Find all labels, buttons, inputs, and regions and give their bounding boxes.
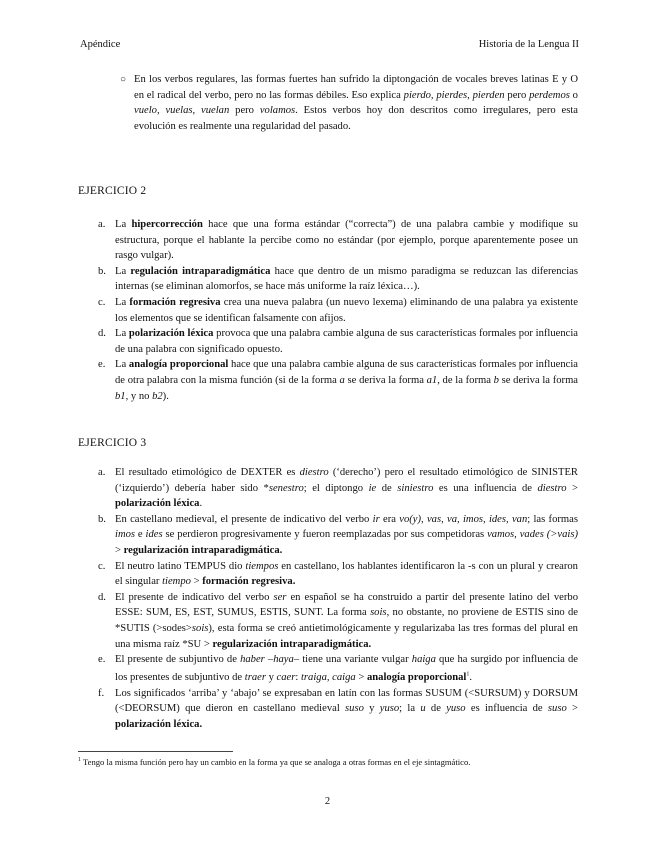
list-item — [78, 357, 578, 404]
footnote-divider — [78, 751, 233, 752]
ejercicio-2-list — [78, 217, 578, 404]
list-item-text: En castellano medieval, el presente de indicativo del verbo ir era vo(y), vas, va, imos, ides, van; las formas imos e ides se perdieron progresivamente y fueron reemplazadas por sus competidoras vamos, vades (>vais) > regularización intraparadigmática. — [115, 513, 579, 556]
list-marker: a. — [98, 467, 106, 478]
ejercicio-3-heading: EJERCICIO 3 — [78, 437, 147, 449]
list-item — [78, 686, 578, 733]
list-marker: d. — [98, 591, 106, 603]
list-item — [78, 264, 578, 295]
list-item-text: El resultado etimológico de DEXTER es diestro (‘derecho’) pero el resultado etimológico de SINISTER (‘izquierdo’) debería haber sido *senestro; el diptongo ie de siniestro es una influencia de diestro > polarización léxica. — [115, 467, 579, 510]
footnote-number: 1 — [78, 757, 81, 764]
list-item-text: La hipercorrección hace que una forma estándar (“correcta”) de una palabra cambie y modifique su estructura, porque el hablante la percibe como no estándar (por ejemplo, porque aparentemente posee un rasgo vulgar). — [115, 219, 579, 262]
list-item — [78, 217, 578, 264]
list-marker: b. — [98, 513, 106, 525]
intro-bullet-paragraph — [120, 72, 578, 134]
list-item — [78, 559, 578, 590]
footnote-text: Tengo la misma función pero hay un cambio en la forma ya que se analoga a otras formas en el eje sintagmático. — [83, 757, 471, 767]
list-item — [78, 326, 578, 357]
list-marker: e. — [98, 359, 106, 371]
ejercicio-2-heading: EJERCICIO 2 — [78, 185, 147, 197]
list-marker: d. — [98, 328, 106, 340]
list-item-text: La analogía proporcional hace que una palabra cambie alguna de sus características formales por influencia de otra palabra con la misma función (si de la forma a se deriva la forma a1, de la forma b se deriva la forma b1, y no b2). — [115, 359, 579, 402]
list-item — [78, 652, 578, 686]
header-left: Apéndice — [80, 39, 121, 50]
list-item-text: El neutro latino TEMPUS dio tiempos en castellano, los hablantes identificaron la -s con un plural y crearon el singular tiempo > formación regresiva. — [115, 560, 578, 588]
list-item — [78, 512, 578, 559]
list-item-text: El presente de indicativo del verbo ser en español se ha construido a partir del presente latino del verbo ESSE: SUM, ES, EST, SUMUS, ESTIS, SUNT. La forma sois, no obstante, no proviene de ESTIS sino de *SUTIS (>sodes>sois), esta forma se creó antietimológicamente y regularizaba las tres formas del plural en una misma raíz *SU > regularización intraparadigmática. — [115, 591, 579, 650]
list-item-text: La polarización léxica provoca que una palabra cambie alguna de sus características formales por influencia de una palabra con significado opuesto. — [115, 328, 578, 355]
list-marker: c. — [98, 560, 106, 572]
intro-text: En los verbos regulares, las formas fuertes han sufrido la diptongación de vocales breves latinas E y O en el radical del verbo, pero no las formas débiles. Eso explica pierdo, pierdes, pierden pero perdemos o vuelo, vuelas, vuelan pero volamos. Estos verbos hoy don descritos como irregulares, pero esta evolución es realmente una regularidad del pasado. — [134, 74, 578, 132]
list-item-text: La formación regresiva crea una nueva palabra (un nuevo lexema) eliminando de una palabra ya existente los elementos que se identifican falsamente con afijos. — [115, 296, 578, 324]
list-item-text: El presente de subjuntivo de haber –haya– tiene una variante vulgar haiga que ha surgido por influencia de los presentes de subjuntivo de traer y caer: traiga, caiga > analogía proporcional$^1$. — [115, 654, 578, 684]
ejercicio-3-list — [78, 465, 578, 733]
list-marker: f. — [98, 687, 105, 699]
footnote — [78, 757, 578, 767]
list-marker: e. — [98, 654, 106, 666]
list-marker: c. — [98, 296, 106, 308]
list-item — [78, 590, 578, 652]
list-item-text: Los significados ‘arriba’ y ‘abajo’ se expresaban en latín con las formas SUSUM (<SURSUM) y DORSUM (<DEORSUM) que dieron en castellano medieval suso y yuso; la u de yuso es influencia de suso > polarización léxica. — [115, 687, 579, 731]
list-item — [78, 295, 578, 326]
list-marker: b. — [98, 265, 106, 277]
header-right: Historia de la Lengua II — [478, 39, 579, 50]
list-marker: a. — [98, 219, 106, 230]
list-item-text: La regulación intraparadigmática hace que dentro de un mismo paradigma se reduzcan las diferencias internas (se eliminan alomorfos, se hace más uniforme la raíz léxica…). — [115, 265, 578, 293]
circle-bullet-icon: ○ — [120, 74, 127, 85]
list-item — [78, 465, 578, 512]
page-number: 2 — [324, 796, 331, 807]
